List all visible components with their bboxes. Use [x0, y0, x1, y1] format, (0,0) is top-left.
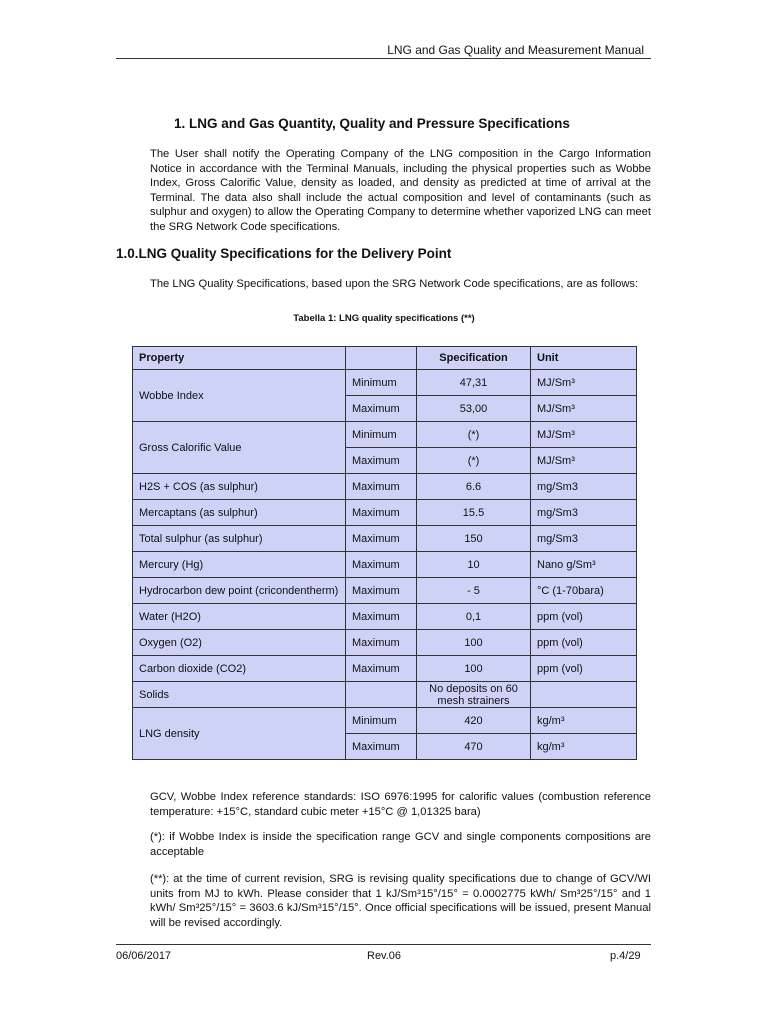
cell-specification: No deposits on 60 mesh strainers: [417, 682, 531, 708]
lng-quality-spec-table: [132, 346, 637, 760]
header-rule: [116, 58, 651, 59]
cell-specification: 15.5: [417, 500, 531, 526]
header-specification: Specification: [417, 347, 531, 370]
cell-unit: MJ/Sm³: [531, 370, 637, 396]
cell-specification: (*): [417, 422, 531, 448]
table-row: [133, 656, 637, 682]
cell-property: Oxygen (O2): [133, 630, 346, 656]
table-row: [133, 422, 637, 448]
cell-unit: mg/Sm3: [531, 526, 637, 552]
cell-unit: MJ/Sm³: [531, 422, 637, 448]
table-row: [133, 500, 637, 526]
section-1-0-paragraph: The LNG Quality Specifications, based upon the SRG Network Code specifications, are as follows:: [150, 278, 639, 290]
cell-limit: Maximum: [346, 500, 417, 526]
cell-property: Carbon dioxide (CO2): [133, 656, 346, 682]
cell-unit: Nano g/Sm³: [531, 552, 637, 578]
table-row: [133, 474, 637, 500]
section-1-heading: 1. LNG and Gas Quantity, Quality and Pressure Specifications: [174, 116, 570, 131]
running-header: LNG and Gas Quality and Measurement Manual: [387, 43, 644, 57]
cell-unit: ppm (vol): [531, 604, 637, 630]
cell-specification: 10: [417, 552, 531, 578]
cell-property: Water (H2O): [133, 604, 346, 630]
cell-property: Hydrocarbon dew point (cricondentherm): [133, 578, 346, 604]
table-header-row: [133, 347, 637, 370]
table-row: [133, 578, 637, 604]
table-row: [133, 526, 637, 552]
cell-limit: [346, 682, 417, 708]
header-property: Property: [133, 347, 346, 370]
cell-limit: Maximum: [346, 734, 417, 760]
cell-specification: (*): [417, 448, 531, 474]
cell-unit: kg/m³: [531, 734, 637, 760]
cell-specification: 420: [417, 708, 531, 734]
cell-limit: Minimum: [346, 370, 417, 396]
note-gcv: GCV, Wobbe Index reference standards: ISO 6976:1995 for calorific values (combustion reference temperature: +15°C, standard cubic meter +15°C @ 1,01325 bara): [150, 791, 651, 818]
cell-limit: Maximum: [346, 474, 417, 500]
cell-property: Solids: [133, 682, 346, 708]
cell-property: Total sulphur (as sulphur): [133, 526, 346, 552]
cell-specification: 100: [417, 656, 531, 682]
cell-unit: MJ/Sm³: [531, 448, 637, 474]
cell-specification: - 5: [417, 578, 531, 604]
cell-limit: Maximum: [346, 552, 417, 578]
cell-limit: Maximum: [346, 396, 417, 422]
table-row: [133, 708, 637, 734]
cell-limit: Minimum: [346, 422, 417, 448]
header-limit: [346, 347, 417, 370]
footer-page-number: p.4/29: [610, 950, 641, 962]
table-row: [133, 604, 637, 630]
note-double-star: (**): at the time of current revision, SRG is revising quality specifications due to change of GCV/WI units from MJ to kWh. Please consider that 1 kJ/Sm³15°/15° = 0.0002775 kWh/ Sm³25°/15° and 1 kWh/ Sm³25°/15° = 3603.6 kJ/Sm³15°/15°. Once official specifications will be issued, present Manual will be revised accordingly.: [150, 873, 651, 929]
note-star: (*): if Wobbe Index is inside the specification range GCV and single components compositions are acceptable: [150, 831, 651, 858]
cell-property: Mercury (Hg): [133, 552, 346, 578]
cell-limit: Maximum: [346, 656, 417, 682]
cell-limit: Minimum: [346, 708, 417, 734]
header-unit: Unit: [531, 347, 637, 370]
cell-unit: ppm (vol): [531, 656, 637, 682]
cell-unit: ppm (vol): [531, 630, 637, 656]
cell-limit: Maximum: [346, 448, 417, 474]
cell-limit: Maximum: [346, 604, 417, 630]
cell-unit: mg/Sm3: [531, 500, 637, 526]
table-row: [133, 370, 637, 396]
cell-specification: 53,00: [417, 396, 531, 422]
cell-specification: 6.6: [417, 474, 531, 500]
section-1-0-heading: 1.0.LNG Quality Specifications for the Delivery Point: [116, 246, 452, 261]
cell-property: Gross Calorific Value: [133, 422, 346, 474]
footer-rule: [116, 944, 651, 945]
cell-specification: 470: [417, 734, 531, 760]
cell-specification: 100: [417, 630, 531, 656]
cell-specification: 0,1: [417, 604, 531, 630]
table-row: [133, 630, 637, 656]
cell-unit: [531, 682, 637, 708]
cell-property: Wobbe Index: [133, 370, 346, 422]
cell-property: H2S + COS (as sulphur): [133, 474, 346, 500]
section-1-paragraph: The User shall notify the Operating Company of the LNG composition in the Cargo Information Notice in accordance with the Terminal Manuals, including the physical properties such as Wobbe Index, Gross Calorific Value, density as loaded, and density as predicted at time of arrival at the Terminal. The data also shall include the actual composition and level of contaminants (such as sulphur and oxygen) to allow the Operating Company to determine whether vaporized LNG can meet the SRG Network Code specifications.: [150, 148, 651, 233]
cell-specification: 47,31: [417, 370, 531, 396]
cell-property: LNG density: [133, 708, 346, 760]
cell-limit: Maximum: [346, 578, 417, 604]
footer-revision: Rev.06: [367, 950, 402, 962]
table-caption: Tabella 1: LNG quality specifications (**): [293, 313, 475, 324]
footer-date: 06/06/2017: [116, 950, 172, 962]
cell-unit: kg/m³: [531, 708, 637, 734]
cell-property: Mercaptans (as sulphur): [133, 500, 346, 526]
table-row: [133, 682, 637, 708]
cell-limit: Maximum: [346, 630, 417, 656]
cell-unit: °C (1-70bara): [531, 578, 637, 604]
cell-unit: mg/Sm3: [531, 474, 637, 500]
table-row: [133, 552, 637, 578]
cell-unit: MJ/Sm³: [531, 396, 637, 422]
cell-specification: 150: [417, 526, 531, 552]
cell-limit: Maximum: [346, 526, 417, 552]
